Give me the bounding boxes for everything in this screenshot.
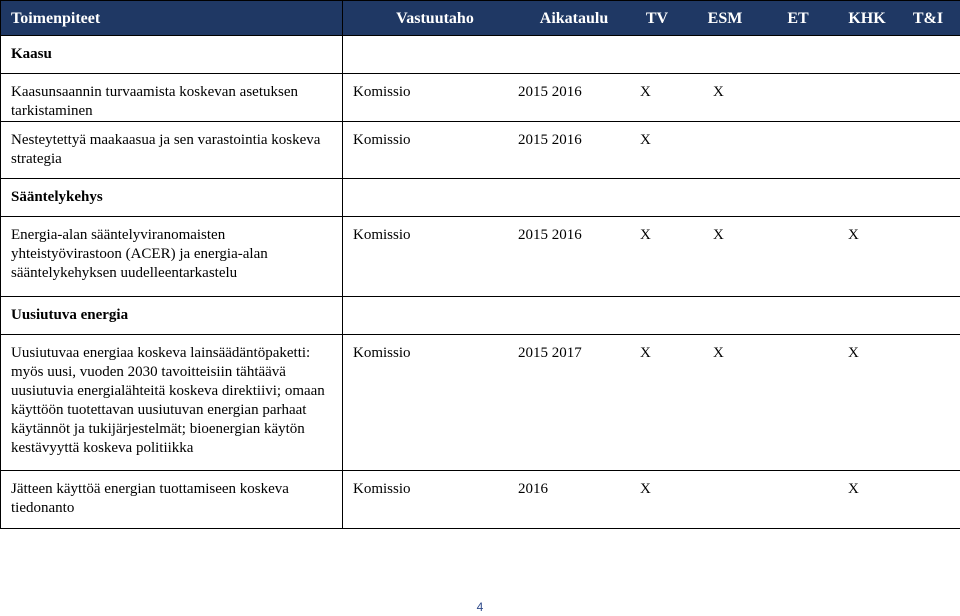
header-ti: T&I — [912, 9, 944, 27]
task-cell: Jätteen käyttöä energian tuottamiseen koskeva tiedonanto — [1, 471, 343, 529]
table-row — [1, 122, 960, 179]
khk-mark: X — [848, 345, 859, 361]
header-rest — [343, 1, 960, 36]
section-row-kaasu — [1, 36, 960, 74]
tv-mark: X — [640, 345, 651, 361]
responsible-cell: Komissio — [353, 481, 411, 497]
task-cell: Uusiutuvaa energiaa koskeva lainsäädäntöpaketti: myös uusi, vuoden 2030 tavoitteisiin tähtäävä uusiutuvia energialähteitä koskeva direktiivi; omaan käyttöön tuotettavan uusiutuvan energian parhaat käytännöt ja tukijärjestelmät; bioenergian käytön kestävyyttä koskeva politiikka — [1, 335, 343, 471]
section-title: Kaasu — [1, 36, 343, 74]
task-cell: Energia-alan sääntelyviranomaisten yhteistyövirastoon (ACER) ja energia-alan sääntelykehyksen uudelleentarkastelu — [1, 217, 343, 297]
khk-mark: X — [848, 481, 859, 497]
task-cell: Kaasunsaannin turvaamista koskevan asetuksen tarkistaminen — [1, 74, 343, 122]
schedule-cell: 2015 2016 — [518, 84, 582, 100]
header-et: ET — [787, 9, 809, 27]
header-row — [1, 1, 960, 36]
tv-mark: X — [640, 132, 651, 148]
responsible-cell: Komissio — [353, 84, 411, 100]
section-title: Sääntelykehys — [1, 179, 343, 217]
esm-mark: X — [713, 84, 724, 100]
responsible-cell: Komissio — [353, 345, 411, 361]
tv-mark: X — [640, 84, 651, 100]
header-khk: KHK — [848, 9, 886, 27]
esm-mark: X — [713, 227, 724, 243]
page-number: 4 — [476, 600, 484, 614]
schedule-cell: 2015 2016 — [518, 132, 582, 148]
table-row — [1, 74, 960, 122]
schedule-cell: 2016 — [518, 481, 548, 497]
table-row — [1, 471, 960, 529]
task-cell: Nesteytettyä maakaasua ja sen varastointia koskeva strategia — [1, 122, 343, 179]
header-esm: ESM — [707, 9, 743, 27]
table-row — [1, 217, 960, 297]
responsible-cell: Komissio — [353, 227, 411, 243]
section-title: Uusiutuva energia — [1, 297, 343, 335]
header-aikataulu: Aikataulu — [539, 9, 609, 27]
schedule-cell: 2015 2017 — [518, 345, 582, 361]
tv-mark: X — [640, 227, 651, 243]
schedule-cell: 2015 2016 — [518, 227, 582, 243]
tv-mark: X — [640, 481, 651, 497]
khk-mark: X — [848, 227, 859, 243]
responsible-cell: Komissio — [353, 132, 411, 148]
header-toimenpiteet: Toimenpiteet — [1, 1, 343, 36]
section-row-uusiutuva-energia — [1, 297, 960, 335]
section-row-saantelykehys — [1, 179, 960, 217]
header-vastuutaho: Vastuutaho — [396, 9, 474, 27]
table-row — [1, 335, 960, 471]
header-tv: TV — [645, 9, 669, 27]
esm-mark: X — [713, 345, 724, 361]
